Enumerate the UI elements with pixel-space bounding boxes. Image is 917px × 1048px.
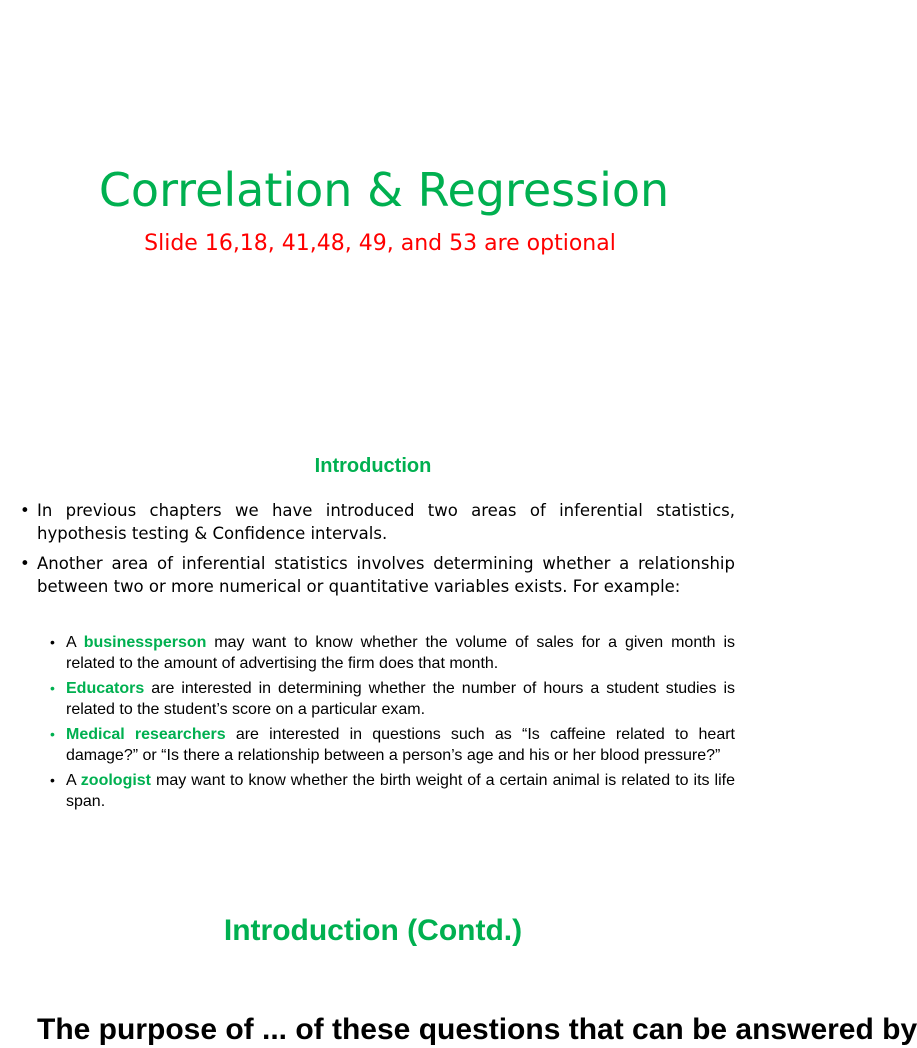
example-keyword: zoologist xyxy=(80,772,152,789)
bullet-text: In previous chapters we have introduced two areas of inferential statistics, hypothesis testing & Confidence intervals. xyxy=(37,501,735,543)
bullet-text: Another area of inferential statistics involves determining whether a relationship between two or more numerical or quantitative variables exists. For example: xyxy=(37,554,735,596)
bullet-item xyxy=(20,552,735,598)
bullet-icon: • xyxy=(20,501,30,520)
example-keyword: businessperson xyxy=(83,634,207,651)
slide-heading: Introduction (Contd.) xyxy=(223,914,523,947)
bullet-icon: • xyxy=(50,772,55,788)
example-keyword: Medical researchers xyxy=(66,726,226,743)
title-slide xyxy=(0,0,768,420)
example-item xyxy=(50,678,735,720)
partial-body-text: The purpose of ... of these questions that can be answered by xyxy=(37,1013,917,1046)
bullet-icon: • xyxy=(50,680,55,696)
example-text: may want to know whether the birth weight of a certain animal is related to its life span. xyxy=(66,772,736,810)
introduction-slide xyxy=(0,420,768,890)
introduction-contd-slide xyxy=(0,890,917,1046)
example-prefix: A xyxy=(66,634,84,651)
bullet-icon: • xyxy=(20,554,30,573)
example-text: are interested in questions such as “Is caffeine related to heart damage?” or “Is there a relationship between a person’s age and his or her blood pressure?” xyxy=(66,726,736,764)
example-keyword: Educators xyxy=(66,680,145,697)
bullet-icon: • xyxy=(50,634,55,650)
example-item xyxy=(50,632,735,674)
example-text: may want to know whether the volume of sales for a given month is related to the amount of advertising the firm does that month. xyxy=(66,634,736,672)
example-item xyxy=(50,724,735,766)
bullet-icon: • xyxy=(50,726,55,742)
slide-heading: Introduction xyxy=(314,455,432,477)
example-list xyxy=(50,632,735,816)
example-text: are interested in determining whether the number of hours a student studies is related to the student’s score on a particular exam. xyxy=(66,680,735,718)
slide-title: Correlation & Regression xyxy=(98,163,670,217)
slide-subtitle: Slide 16,18, 41,48, 49, and 53 are optional xyxy=(144,231,616,256)
example-item xyxy=(50,770,735,812)
bullet-item xyxy=(20,499,735,545)
example-prefix: A xyxy=(66,772,81,789)
bullet-list xyxy=(20,499,735,605)
